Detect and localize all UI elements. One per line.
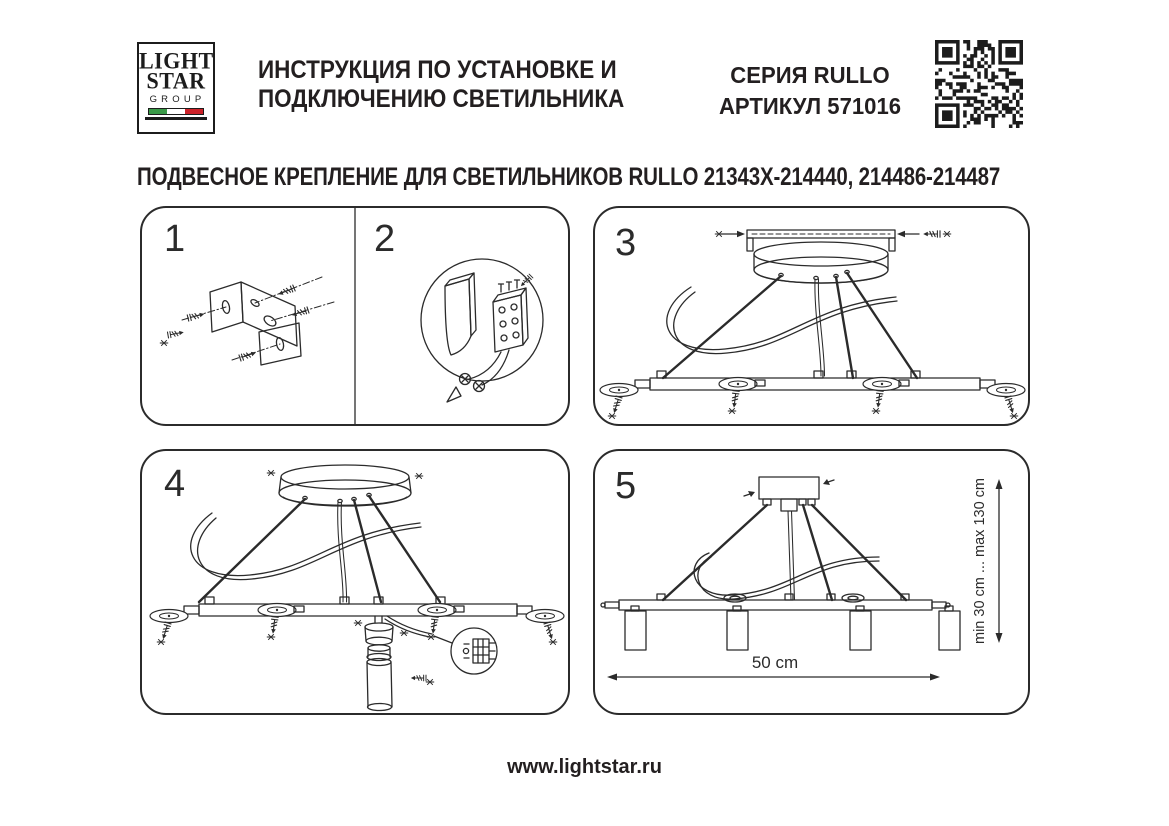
canopy [267,465,423,506]
step-1-number: 1 [164,218,186,260]
junction-cover [445,273,476,355]
width-dimension [607,653,940,681]
mount-plate-left [150,610,188,645]
ceiling-bracket [715,230,951,251]
connection-cable [385,616,452,643]
screw-icon [411,675,434,685]
suspension-cables [199,496,440,602]
lamp-shades [625,606,960,650]
cable-clip [842,594,864,602]
diagram-step-4 [142,451,568,713]
detail-circle [421,259,543,381]
terminal-detail [451,628,497,674]
logo-underline [145,117,207,120]
logo-light: LIGHT [139,47,214,74]
website-link: www.lightstar.ru [507,756,662,778]
wiring-detail [421,259,543,402]
step-2-number: 2 [374,218,396,260]
canopy-box [744,477,834,511]
panel-step-4 [140,449,570,715]
italy-flag-icon [148,108,204,115]
mount-plate-right [526,610,564,645]
title-line-1: ИНСТРУКЦИЯ ПО УСТАНОВКЕ И [258,56,617,84]
logo-group: GROUP [149,94,206,106]
series-block [707,60,914,122]
mount-plate-mid-right [418,604,464,640]
lamp-bar [635,371,995,390]
mount-plate-mid-left [258,604,304,640]
title-line-2: ПОДКЛЮЧЕНИЮ СВЕТИЛЬНИКА [258,85,625,114]
mount-plate-mid-left [719,378,765,414]
terminal-block [493,274,533,352]
canopy [754,242,888,283]
mount-plate-right [987,384,1025,419]
screw-icon [160,329,184,346]
suspension-cables [663,273,917,378]
diagram-step-1-2 [142,208,568,424]
qr-code [935,40,1023,128]
mount-plate-mid-right [863,378,909,414]
height-dimension [972,478,1003,644]
screw-icon [923,231,951,237]
logo-star: STAR [146,67,206,94]
article-number: АРТИКУЛ 571016 [718,93,902,120]
lamp-shade-assembly [354,616,434,711]
lamp-bar [601,594,950,610]
height-label: min 30 cm ... max 130 cm [972,478,988,644]
subtitle: ПОДВЕСНОЕ КРЕПЛЕНИЕ ДЛЯ СВЕТИЛЬНИКОВ RULLO 21343X-214440, 214486-214487 [137,163,1001,191]
lightstar-logo [137,42,215,134]
step-3-number: 3 [615,222,637,264]
lamp-bar [184,597,532,616]
series-name: СЕРИЯ RULLO [730,62,890,88]
page-title [258,56,624,115]
mount-plate-left [600,384,638,419]
panel-step-5 [593,449,1030,715]
step-4-number: 4 [164,463,186,505]
width-label: 50 cm [751,653,799,672]
diagram-step-3 [595,208,1028,424]
power-cord [694,553,879,599]
diagram-step-5 [595,451,1028,713]
panel-step-1-2 [140,206,570,426]
panel-step-3 [593,206,1030,426]
step-5-number: 5 [615,465,637,507]
